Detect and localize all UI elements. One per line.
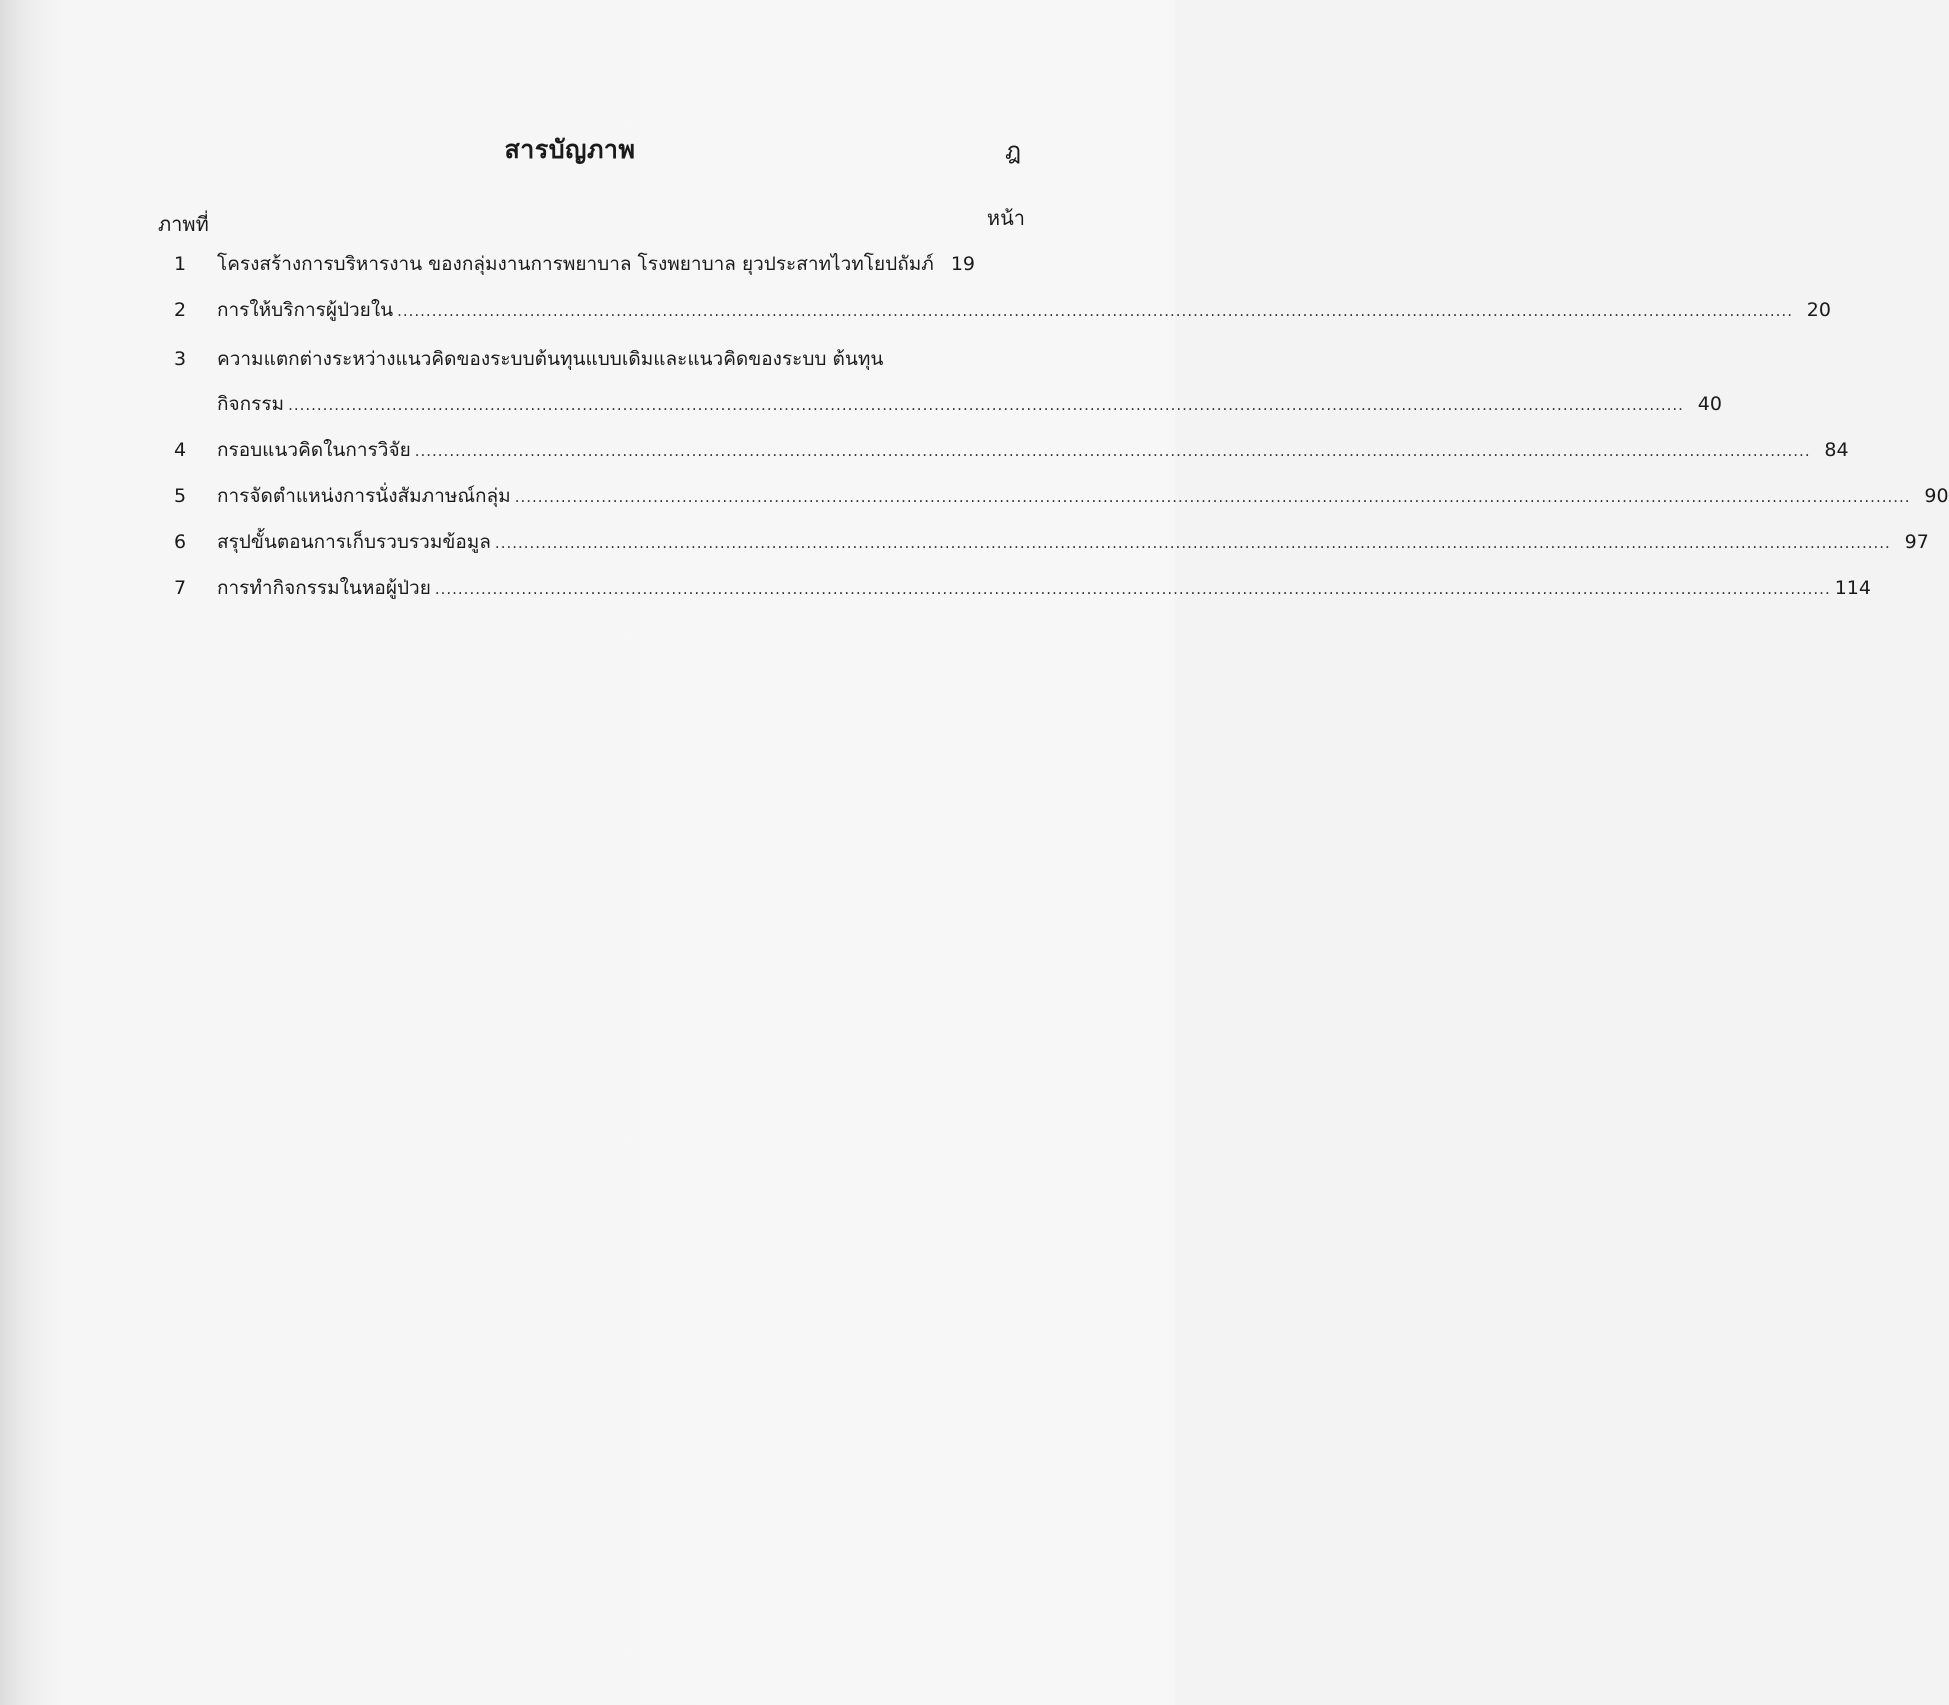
figure-number: 6 bbox=[173, 531, 187, 553]
leader-dots: .................................................................................................................................................................................................................................................. bbox=[288, 396, 1684, 414]
figure-title: โครงสร้างการบริหารงาน ของกลุ่มงานการพยาบาล โรงพยาบาล ยุวประสาทไวทโยปถัมภ์ bbox=[217, 253, 934, 275]
figure-title-continued: กิจกรรม bbox=[217, 393, 285, 415]
column-header-figure: ภาพที่ bbox=[158, 212, 209, 236]
leader-dots: .................................................................................................................................................................................................................................................. bbox=[397, 302, 1793, 320]
figure-title: การทำกิจกรรมในหอผู้ป่วย bbox=[217, 577, 431, 599]
figure-title: ความแตกต่างระหว่างแนวคิดของระบบต้นทุนแบบเดิมและแนวคิดของระบบ ต้นทุน bbox=[217, 348, 884, 370]
leader-dots: .................................................................................................................................................................................................................................................. bbox=[514, 488, 1911, 506]
toc-entry bbox=[0, 479, 1949, 513]
toc-entry bbox=[0, 342, 1722, 426]
figure-number: 5 bbox=[173, 485, 187, 507]
column-header-page: หน้า bbox=[986, 206, 1025, 230]
figure-number: 7 bbox=[173, 577, 187, 599]
leader-dots: .................................................................................................................................................................................................................................................. bbox=[434, 580, 1831, 598]
figure-page: 84 bbox=[1824, 439, 1849, 461]
figure-title: กรอบแนวคิดในการวิจัย bbox=[217, 439, 411, 461]
figure-page: 20 bbox=[1806, 299, 1831, 321]
figure-page: 114 bbox=[1834, 577, 1871, 599]
figure-page: 97 bbox=[1904, 531, 1929, 553]
leader-dots: .................................................................................................................................................................................................................................................. bbox=[414, 442, 1811, 460]
roman-page-number: ฎ bbox=[1005, 137, 1022, 165]
toc-entry bbox=[0, 293, 1831, 327]
figure-title: การจัดตำแหน่งการนั่งสัมภาษณ์กลุ่ม bbox=[217, 485, 511, 507]
figure-number: 2 bbox=[173, 299, 187, 321]
leader-dots: .................................................................................................................................................................................................................................................. bbox=[494, 534, 1891, 552]
figure-title: สรุปขั้นตอนการเก็บรวบรวมข้อมูล bbox=[217, 531, 491, 553]
figure-page: 19 bbox=[950, 253, 975, 275]
figure-page: 90 bbox=[1924, 485, 1949, 507]
figure-number: 4 bbox=[173, 439, 187, 461]
page-title: สารบัญภาพ bbox=[504, 135, 636, 164]
toc-entry bbox=[0, 525, 1929, 559]
figure-number: 1 bbox=[173, 253, 187, 275]
figure-number: 3 bbox=[173, 348, 187, 370]
toc-entry bbox=[0, 247, 1175, 281]
toc-entry bbox=[0, 433, 1849, 467]
figure-title: การให้บริการผู้ป่วยใน bbox=[217, 299, 394, 321]
toc-entry bbox=[0, 571, 1871, 605]
figure-page: 40 bbox=[1697, 393, 1722, 415]
